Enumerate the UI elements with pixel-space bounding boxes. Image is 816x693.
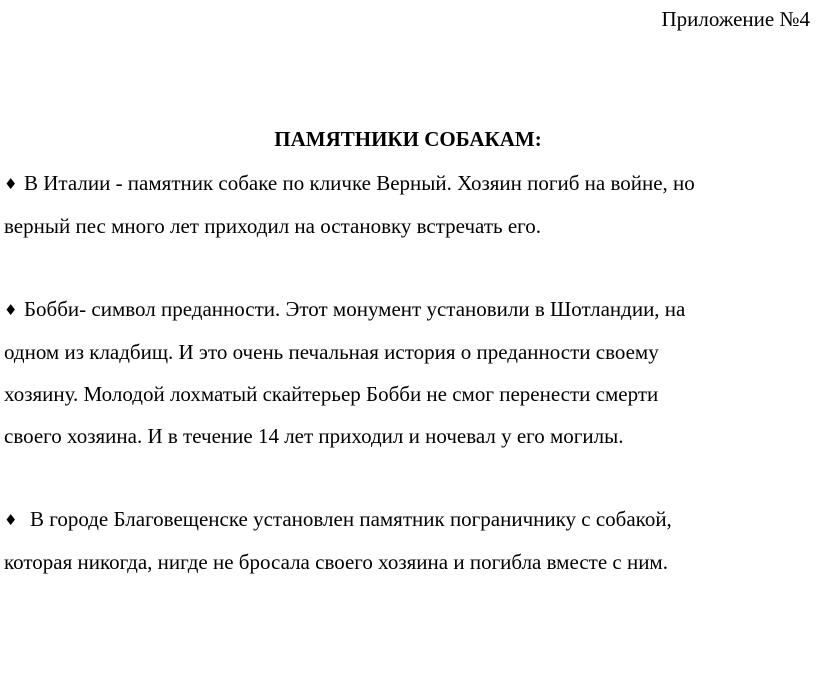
paragraph-italy [4,162,812,247]
paragraph-line [4,498,812,541]
diamond-bullet-icon: ♦ [4,511,18,529]
diamond-bullet-icon: ♦ [4,175,18,193]
paragraph-text: В городе Благовещенске установлен памятник пограничнику с собакой, [30,507,672,531]
appendix-label: Приложение №4 [661,7,810,31]
paragraph-line: верный пес много лет приходил на остановку встречать его. [4,214,541,238]
paragraph-line: своего хозяина. И в течение 14 лет приходил и ночевал у его могилы. [4,424,624,448]
paragraph-text: Бобби- символ преданности. Этот монумент установили в Шотландии, на [24,297,686,321]
paragraph-line: хозяину. Молодой лохматый скайтерьер Бобби не смог перенести смерти [4,382,659,406]
paragraph-line [4,288,812,331]
paragraph-line: одном из кладбищ. И это очень печальная история о преданности своему [4,340,659,364]
paragraph-line [4,162,812,205]
paragraph-blagoveshchensk [4,498,812,583]
paragraph-line: которая никогда, нигде не бросала своего хозяина и погибла вместе с ним. [4,550,668,574]
paragraph-bobby [4,288,812,457]
diamond-bullet-icon: ♦ [4,301,18,319]
paragraph-text: В Италии - памятник собаке по кличке Верный. Хозяин погиб на войне, но [24,171,695,195]
page-title: ПАМЯТНИКИ СОБАКАМ: [274,127,542,151]
